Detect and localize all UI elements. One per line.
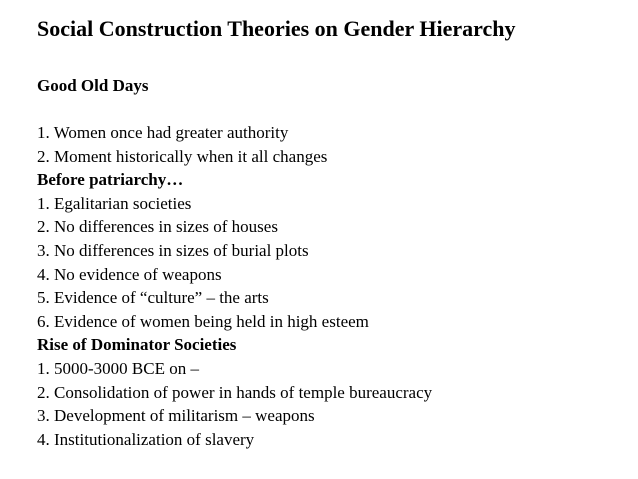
list-item: 1. Women once had greater authority	[37, 123, 289, 142]
list-item: 3. No differences in sizes of burial plots	[37, 240, 309, 260]
list-item: 4. No evidence of weapons	[37, 264, 222, 284]
list-item: 5. Evidence of “culture” – the arts	[37, 288, 269, 308]
body-text-list	[37, 121, 432, 451]
slide-title: Social Construction Theories on Gender Hierarchy	[37, 16, 516, 41]
list-item: 2. Consolidation of power in hands of temple bureaucracy	[37, 382, 433, 402]
list-item: 1. 5000-3000 BCE on –	[37, 358, 199, 378]
section-heading-good-old-days: Good Old Days	[37, 76, 149, 95]
section-heading-before-patriarchy: Before patriarchy…	[37, 170, 184, 190]
section-heading-rise-of-dominator-societies: Rise of Dominator Societies	[37, 335, 237, 355]
list-item: 2. No differences in sizes of houses	[37, 217, 278, 237]
list-item: 1. Egalitarian societies	[37, 193, 192, 213]
list-item: 3. Development of militarism – weapons	[37, 406, 315, 426]
list-item: 6. Evidence of women being held in high esteem	[37, 311, 369, 331]
list-item: 4. Institutionalization of slavery	[37, 429, 255, 449]
list-item: 2. Moment historically when it all changes	[37, 146, 328, 166]
